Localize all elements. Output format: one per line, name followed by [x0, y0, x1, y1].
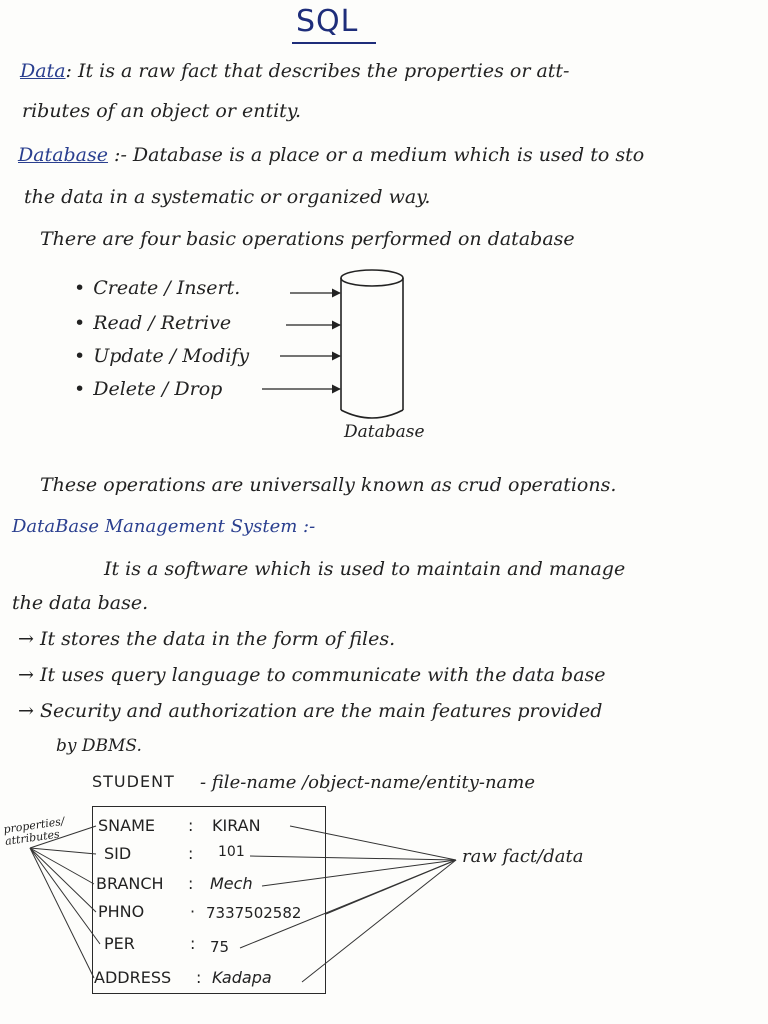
row-key: SNAME	[98, 816, 155, 835]
database-label: Database	[344, 422, 425, 442]
dbms-point-2-text: It uses query language to communicate with the data base	[39, 664, 606, 686]
dbms-point-3	[18, 700, 602, 722]
dbms-heading: DataBase Management System :-	[12, 516, 316, 537]
row-value: 75	[210, 938, 230, 956]
database-definition-line-1	[18, 144, 644, 166]
data-definition-line-2: ributes of an object or entity.	[22, 100, 302, 122]
row-colon: :	[188, 844, 194, 863]
attributes-label: properties/ attributes	[2, 814, 66, 849]
row-value: 101	[218, 844, 245, 860]
dbms-definition-line-2: the data base.	[12, 592, 149, 614]
row-colon: :	[188, 874, 194, 893]
operation-delete: • Delete / Drop	[74, 378, 222, 400]
crud-line: These operations are universally known as crud operations.	[40, 474, 617, 496]
table-row	[98, 816, 155, 835]
row-colon: :	[196, 968, 202, 987]
data-definition-text-1: : It is a raw fact that describes the properties or att-	[65, 60, 570, 82]
database-definition-text-1: :- Database is a place or a medium which is used to sto	[108, 144, 645, 166]
row-value: 7337502582	[206, 904, 302, 922]
dbms-point-1-text: It stores the data in the form of files.	[39, 628, 396, 650]
row-colon: :	[190, 934, 196, 953]
row-value: KIRAN	[212, 816, 261, 835]
dbms-point-2	[18, 664, 606, 686]
database-term: Database	[18, 144, 109, 166]
row-key: BRANCH	[96, 874, 164, 893]
row-key: PER	[104, 934, 135, 953]
table-row	[94, 968, 171, 987]
table-row	[104, 844, 131, 863]
row-value: Kadapa	[212, 968, 272, 987]
attribute-lines	[30, 826, 100, 978]
operation-create: • Create / Insert.	[74, 277, 240, 299]
database-cylinder-icon	[341, 270, 403, 418]
row-key: PHNO	[98, 902, 145, 921]
table-row	[96, 874, 164, 893]
operations-intro: There are four basic operations performed on database	[40, 228, 575, 250]
table-row	[104, 934, 135, 953]
title-underline	[292, 42, 376, 44]
dbms-point-1	[18, 628, 395, 650]
arrow-icon: →	[18, 628, 40, 650]
arrow-icon: →	[18, 700, 40, 722]
database-definition-line-2: the data in a systematic or organized way.	[24, 186, 431, 208]
row-colon: :	[188, 816, 194, 835]
dbms-point-3-text: Security and authorization are the main features provided	[39, 700, 603, 722]
row-key: SID	[104, 844, 132, 863]
table-row	[98, 902, 144, 921]
row-colon: ·	[190, 902, 196, 921]
data-definition-line-1	[20, 60, 569, 82]
operation-arrows	[262, 293, 340, 389]
arrow-icon: →	[18, 664, 40, 686]
page-title: SQL	[296, 4, 359, 39]
dbms-definition-line-1: It is a software which is used to maintain and manage	[104, 558, 626, 580]
row-value: Mech	[210, 874, 253, 893]
dbms-point-3-continued: by DBMS.	[56, 736, 142, 756]
student-subtitle: - file-name /object-name/entity-name	[200, 772, 535, 793]
operation-update: • Update / Modify	[74, 345, 249, 367]
raw-data-label: raw fact/data	[462, 846, 584, 867]
data-term: Data	[20, 60, 66, 82]
student-title: STUDENT	[92, 772, 175, 791]
row-key: ADDRESS	[94, 968, 172, 987]
operation-read: • Read / Retrive	[74, 312, 231, 334]
